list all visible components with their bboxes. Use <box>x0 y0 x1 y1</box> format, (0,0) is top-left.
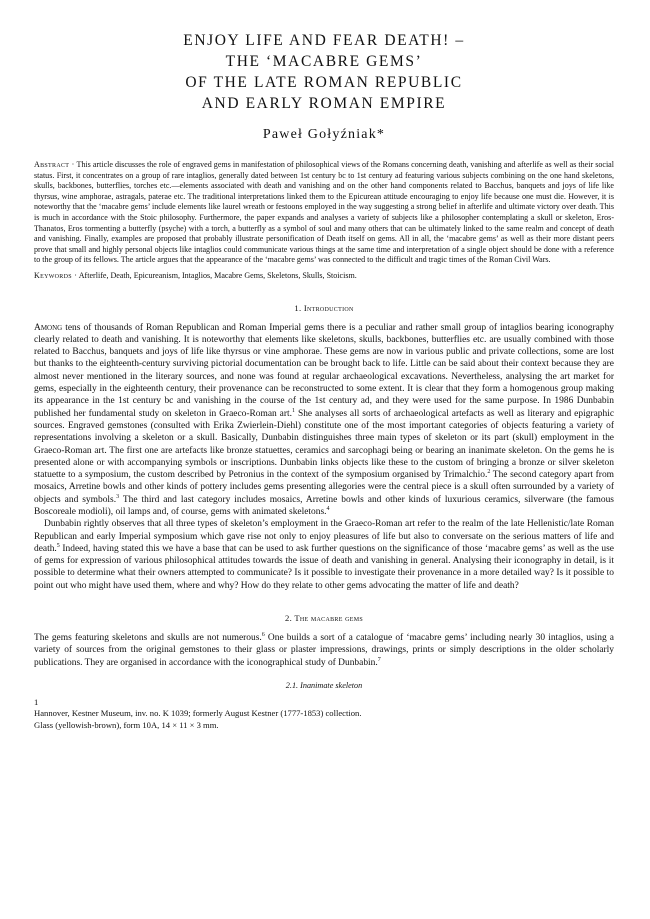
body-paragraph: Among tens of thousands of Roman Republican and Roman Imperial gems there is a peculiar and rather small group of intaglios bearing iconography clearly related to death and vanishing. It is noteworthy that elements like skeletons, skulls, backbones, butterflies etc. are usually combined with those related to Bacchus, banquets and joys of life like thyrsus or vine amphorae. These gems are now in various public and private collections, some are lost but thanks to the eighteenth-century surviving pictorial documentation can be brought back to life. Little can be said about their context because they are almost never mentioned in the literary sources, and none was found at regular archaeological excavations. Nevertheless, analysing the art market for gems, especially in the eighteenth century, their provenance can be reconstructed to some extent. It is clear that they form a homogenous group making its appearance in the 1st century bc and vanishing in the course of the 1st century ad, and they were used for the same purpose. In 1986 Dunbabin published her fundamental study on skeleton in Graeco-Roman art.$^1$ She analyses all sorts of archaeological artefacts as well as literary and epigraphic sources. Engraved gemstones (consulted with Erika Zwierlein-Diehl) constitute one of the most important categories of objects featuring a variety of representations involving a skeleton or a skull. Basically, Dunbabin distinguishes three main types of skeleton or its part (skull) employment in the Graeco-Roman art. The first one are artefacts like bronze statuettes, ceramics and sarcophagi being or bearing an inanimate skeleton. On the gems he is presented alone or with accompanying symbols or inscriptions. Dunbabin links objects like these to the custom of bringing a bronze or silver skeleton statuette to a symposium, the custom described by Petronius in the context of the symposium organised by Trimalchio.$^2$ The second category apart from mosaics, Arretine bowls and other kinds of pottery includes gems presenting allegories were the central piece is a skull often surrounded by a variety of objects and symbols.$^3$ The third and last category includes mosaics, Arretine bowls and other kinds of luxurious ceramics, silverware (the famous Boscoreale modioli), oil lamps and, of course, gems with animated skeletons.$^4$ <box>34 322 615 517</box>
footnote-ref[interactable]: 4 <box>326 505 330 512</box>
lead-word: Among <box>34 322 63 333</box>
subsection-heading: 2.1. Inanimate skeleton <box>285 680 363 690</box>
body-paragraph: The gems featuring skeletons and skulls are not numerous.$^6$ One builds a sort of a catalogue of ‘macabre gems’ including nearly 30 intaglios, using a variety of sources from the original gemstones to their glass or plaster impressions, drawings, prints or simply descriptions in the older scholarly publications. They are organised in accordance with the iconographical study of Dunbabin.$^7$ <box>34 631 614 668</box>
title-line: AND EARLY ROMAN EMPIRE <box>201 95 447 112</box>
section-heading-introduction: 1. Introduction <box>294 302 354 313</box>
abstract <box>34 160 614 266</box>
catalog-number: 1 <box>34 696 39 707</box>
footnote-ref[interactable]: 3 <box>116 493 120 500</box>
section-heading-macabre-gems: 2. The macabre gems <box>284 613 364 624</box>
abstract-text: This article discusses the role of engraved gems in manifestation of philosophical views of the Romans concerning death, vanishing and afterlife as well as their social status. First, it concentrates on a group of rare intaglios, generally dated between 1st century bc to 1st century ad featuring various subjects combining on the one hand skeletons, skulls, backbones, butterflies, torches etc.—elements associated with death and vanishing and on the other hand components related to Bacchus, banquets and joys of life like thyrsus, wine amphorae, astragals, paterae etc. The traditional interpretations linked them to the Epicurean attitude encouraging to enjoy life because one must die. However, it is noteworthy that the ‘macabre gems’ include elements like laurel wreath or festoons employed in the way suggesting a strong belief in afterlife and ultimate victory over death. This is much in accordance with the Stoic philosophy. Furthermore, the paper expands and analyses a variety of subjects like a philosopher contemplating a skull or skeleton, Eros-Thanatos, Eros tormenting a butterfly (psyche) with a torch, a butterfly as a symbol of soul and many others that can be ultimately linked to the same realm and concept of death and vanishing. Finally, examples are proposed that probably illustrate personification of Death itself on gems. All in all, the ‘macabre gems’ as well as their more distant peers prove that small and highly personal objects like intaglios could communicate various things at the same time and interpretation of a single object should be done with a reference to the group of its fellows. The article argues that the appearance of the ‘macabre gems’ was connected to the difficult and tragic times of the Roman Civil Wars. <box>34 160 614 265</box>
keywords <box>34 271 614 282</box>
author-name: Paweł Gołyźniak* <box>262 127 386 142</box>
footnote-ref[interactable]: 5 <box>56 542 60 549</box>
footnote-ref[interactable]: 6 <box>261 631 265 638</box>
article-title <box>34 30 614 114</box>
keywords-text: Afterlife, Death, Epicureanism, Intaglios, Macabre Gems, Skeletons, Skulls, Stoicism. <box>78 270 357 280</box>
catalog-line: Glass (yellowish-brown), form 10A, 14 × 11 × 3 mm. <box>34 719 219 730</box>
abstract-label: Abstract · <box>34 160 75 169</box>
title-line: THE ‘MACABRE GEMS’ <box>225 53 423 70</box>
catalog-entry <box>34 697 614 731</box>
body-paragraph: Dunbabin rightly observes that all three types of skeleton’s employment in the Graeco-Roman art refer to the realm of the late Hellenistic/late Roman Republican and early Imperial symposium which gave rise not only to enjoy pleasures of life but also to conversate on the serious matters of life and death.$^5$ Indeed, having stated this we have a base that can be used to ask further questions on the significance of those ‘macabre gems’ as well as the use of gems for expression of various philosophical attitudes towards the issue of death and vanishing in general. Analysing their iconography in detail, is it possible to determine what their owners attempted to communicate? Is it possible to investigate their provenance in a more detailed way? Is it possible to point out who might have used them, where and why? How do they relate to other gems advocating the matter of life and death? <box>34 519 614 591</box>
title-line: OF THE LATE ROMAN REPUBLIC <box>185 74 463 91</box>
title-line: ENJOY LIFE AND FEAR DEATH! – <box>183 32 465 49</box>
footnote-ref[interactable]: 1 <box>292 407 296 414</box>
footnote-ref[interactable]: 2 <box>487 468 491 475</box>
catalog-line: Hannover, Kestner Museum, inv. no. K 1039; formerly August Kestner (1777-1853) collection. <box>34 708 362 719</box>
article-page <box>34 30 614 731</box>
keywords-label: Keywords · <box>34 270 78 280</box>
footnote-ref[interactable]: 7 <box>377 656 381 663</box>
